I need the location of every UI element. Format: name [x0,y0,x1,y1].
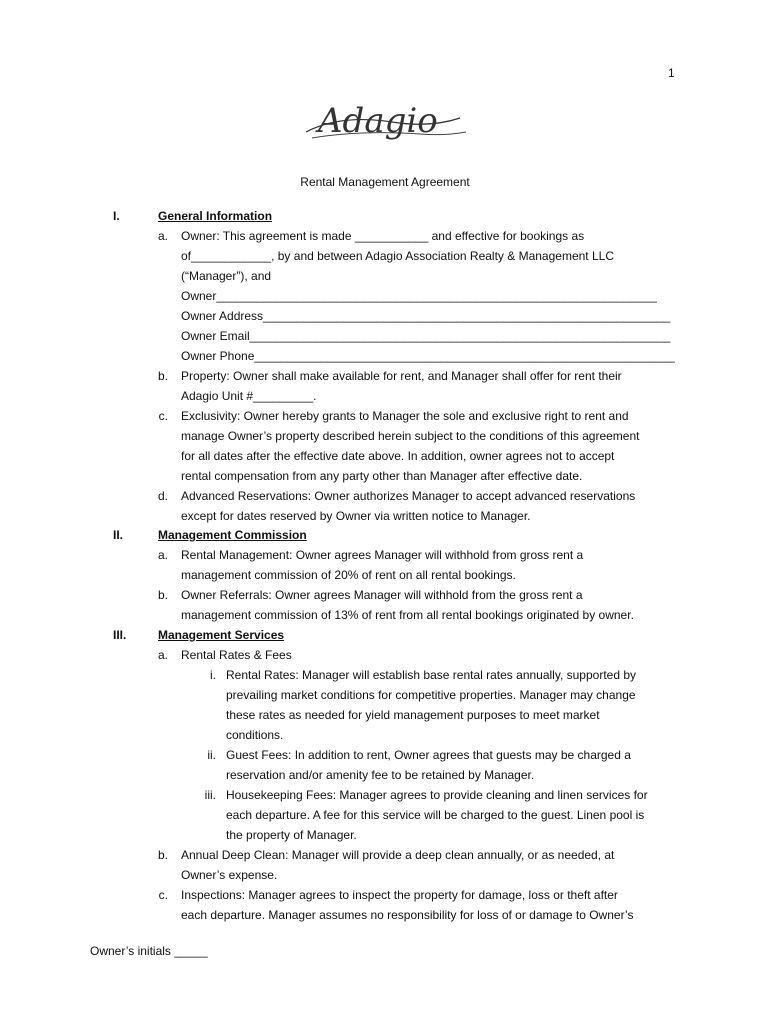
item-marker: b. [157,588,168,602]
text-line: Rental Rates: Manager will establish base rental rates annually, supported by [226,668,637,682]
item-marker: c. [158,409,168,423]
text-line: Guest Fees: In addition to rent, Owner agrees that guests may be charged a [226,748,631,762]
text-line: Owner: This agreement is made ___________ and effective for bookings as [181,229,585,243]
section-ii-heading: Management Commission [158,528,307,542]
text-line: Owner’s expense. [181,868,278,882]
subitem-marker: iii. [204,788,216,802]
owner-phone-field: Owner Phone_______________________________________________________________ [181,349,675,363]
text-line: (“Manager”), and [181,269,272,283]
subitem-marker: ii. [207,748,216,762]
text-line: each departure. Manager assumes no responsibility for loss of or damage to Owner’s [181,908,634,922]
text-line: Owner Referrals: Owner agrees Manager will withhold from the gross rent a [181,588,583,602]
text-line: Rental Rates & Fees [181,648,292,662]
page-number: 1 [668,66,675,80]
section-iii-numeral: III. [113,628,127,642]
adagio-logo [300,92,470,158]
text-line: Property: Owner shall make available for rent, and Manager shall offer for rent their [181,369,622,383]
item-marker: c. [158,888,168,902]
text-line: management commission of 20% of rent on all rental bookings. [181,568,516,582]
subitem-marker: i. [210,668,216,682]
text-line: rental compensation from any party other than Manager after effective date. [181,469,583,483]
text-line: Advanced Reservations: Owner authorizes Manager to accept advanced reservations [181,489,636,503]
text-line: management commission of 13% of rent from all rental bookings originated by owner. [181,608,634,622]
item-marker: b. [157,369,168,383]
text-line: the property of Manager. [226,828,357,842]
item-marker: a. [157,548,168,562]
text-line: Adagio Unit #_________. [181,389,317,403]
text-line: these rates as needed for yield management purposes to meet market [226,708,600,722]
section-i-heading: General Information [158,209,273,223]
owner-email-field: Owner Email_______________________________________________________________ [181,329,671,343]
text-line: for all dates after the effective date above. In addition, owner agrees not to accept [181,449,615,463]
section-ii-numeral: II. [113,528,124,542]
text-line: Inspections: Manager agrees to inspect the property for damage, loss or theft after [181,888,618,902]
document-title: Rental Management Agreement [300,175,470,189]
text-line: Exclusivity: Owner hereby grants to Manager the sole and exclusive right to rent and [181,409,629,423]
text-line: manage Owner’s property described herein subject to the conditions of this agreement [181,429,640,443]
section-i-numeral: I. [113,209,120,223]
text-line: reservation and/or amenity fee to be retained by Manager. [226,768,535,782]
text-line: Rental Management: Owner agrees Manager will withhold from gross rent a [181,548,584,562]
text-line: prevailing market conditions for competitive properties. Manager may change [226,688,636,702]
item-marker: a. [157,229,168,243]
text-line: conditions. [226,728,284,742]
text-line: each departure. A fee for this service will be charged to the guest. Linen pool is [226,808,645,822]
text-line: except for dates reserved by Owner via written notice to Manager. [181,509,531,523]
section-iii-heading: Management Services [158,628,285,642]
item-marker: a. [157,648,168,662]
text-line: Annual Deep Clean: Manager will provide a deep clean annually, or as needed, at [181,848,615,862]
item-marker: d. [157,489,168,503]
logo-wordmark: Adagio [318,101,438,141]
text-line: of____________, by and between Adagio Association Realty & Management LLC [181,249,614,263]
item-marker: b. [157,848,168,862]
owner-initials-footer: Owner’s initials _____ [90,944,208,958]
text-line: Housekeeping Fees: Manager agrees to provide cleaning and linen services for [226,788,648,802]
owner-address-field: Owner Address_____________________________________________________________ [181,309,671,323]
owner-name-field: Owner__________________________________________________________________ [181,289,657,303]
